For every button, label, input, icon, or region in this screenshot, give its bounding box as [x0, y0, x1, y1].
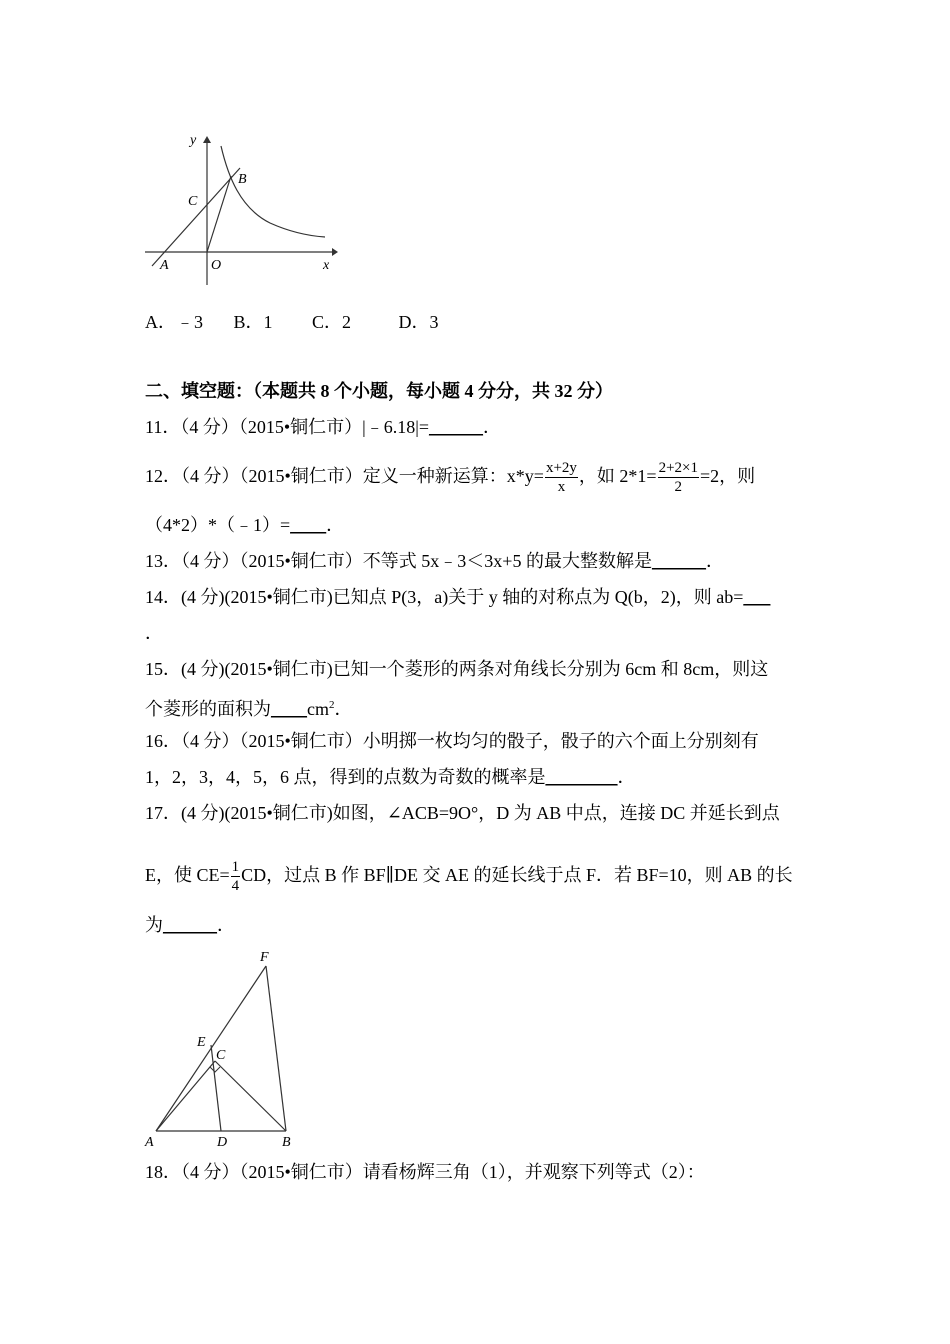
option-a: A．﹣3 [145, 312, 203, 332]
answer-blank: ___ [743, 587, 771, 607]
origin-label: O [211, 258, 222, 273]
y-axis-arrow [203, 136, 211, 143]
segment-ob [207, 176, 231, 252]
point-d-label: D [217, 1135, 228, 1150]
question-18: 18．（4 分）（2015•铜仁市）请看杨辉三角（1），并观察下列等式（2）： [145, 1162, 705, 1182]
question-13: 13．（4 分）（2015•铜仁市）不等式 5x﹣3＜3x+5 的最大整数解是______． [145, 551, 724, 571]
question-12-line2: （4*2）*（﹣1）=____． [145, 515, 345, 535]
q10-options [145, 310, 439, 334]
question-14-line2: ． [145, 623, 163, 643]
segment-bf [266, 966, 286, 1131]
point-a-label: A [145, 1135, 154, 1150]
point-b-label: B [238, 172, 247, 187]
segment-ac [156, 1061, 215, 1131]
option-d: D．3 [398, 312, 439, 332]
right-angle-mark [210, 1067, 220, 1072]
question-17-line2: E，使 CE= $\frac{1}{4}$ CD，过点 B 作 BF∥DE 交 AE 的延长线于点 F．若 BF=10，则 AB 的长 [145, 859, 793, 895]
question-17: 17．(4 分)(2015•铜仁市)如图，∠ACB=9O°，D 为 AB 中点，连接 DC 并延长到点 [145, 803, 780, 823]
x-axis-label: x [323, 258, 330, 273]
hyperbola-curve [221, 146, 325, 237]
question-15-line2: 个菱形的面积为$\_\_\_\_cm^2$． [145, 699, 353, 719]
answer-blank: ______ [429, 417, 483, 437]
point-f-label: F [260, 950, 269, 965]
coordinate-graph-figure [140, 128, 340, 290]
question-15: 15．(4 分)(2015•铜仁市)已知一个菱形的两条对角线长分别为 6cm 和 8cm，则这 [145, 659, 769, 679]
line-ab [152, 168, 240, 266]
point-c-label: C [188, 194, 198, 209]
answer-blank: ____ [290, 515, 327, 535]
section-heading: 二、填空题：（本题共 8 个小题，每小题 4 分分，共 32 分） [145, 381, 613, 401]
point-b-label: B [282, 1135, 291, 1150]
fraction-definition: $\frac{x+2y}{x}$ [545, 460, 577, 496]
answer-blank: ________ [545, 767, 618, 787]
fraction-example: $\frac{2+2\times 1}{2}$ [658, 460, 698, 496]
fraction-one-quarter: $\frac{1}{4}$ [231, 859, 240, 895]
question-17-line3: 为______． [145, 915, 235, 935]
option-c: C．2 [312, 312, 352, 332]
y-axis-label: y [190, 133, 197, 148]
question-11: 11．（4 分）（2015•铜仁市）|﹣6.18|=______． [145, 417, 501, 437]
segment-bc [215, 1061, 286, 1131]
question-14: 14．(4 分)(2015•铜仁市)已知点 P(3，a)关于 y 轴的对称点为 Q(b，2)，则 ab=___ [145, 587, 771, 607]
answer-blank: ______ [651, 551, 706, 571]
point-e-label: E [197, 1035, 206, 1050]
question-16-line2: 1，2，3，4，5，6 点，得到的点数为奇数的概率是________． [145, 767, 636, 787]
x-axis-arrow [332, 248, 338, 256]
point-c-label: C [216, 1048, 226, 1063]
point-a-label: A [160, 258, 169, 273]
answer-blank: ____ [271, 699, 307, 719]
answer-blank: ______ [163, 915, 217, 935]
triangle-figure [138, 943, 308, 1153]
option-b: B．1 [233, 312, 273, 332]
question-12: 12．（4 分）（2015•铜仁市）定义一种新运算：x*y= $\frac{x+2y}{x}$ ，如 2*1= $\frac{2+2\times 1}{2}$ =2，则 [145, 460, 756, 496]
question-16: 16．（4 分）（2015•铜仁市）小明掷一枚均匀的骰子，骰子的六个面上分别刻有 [145, 731, 759, 751]
